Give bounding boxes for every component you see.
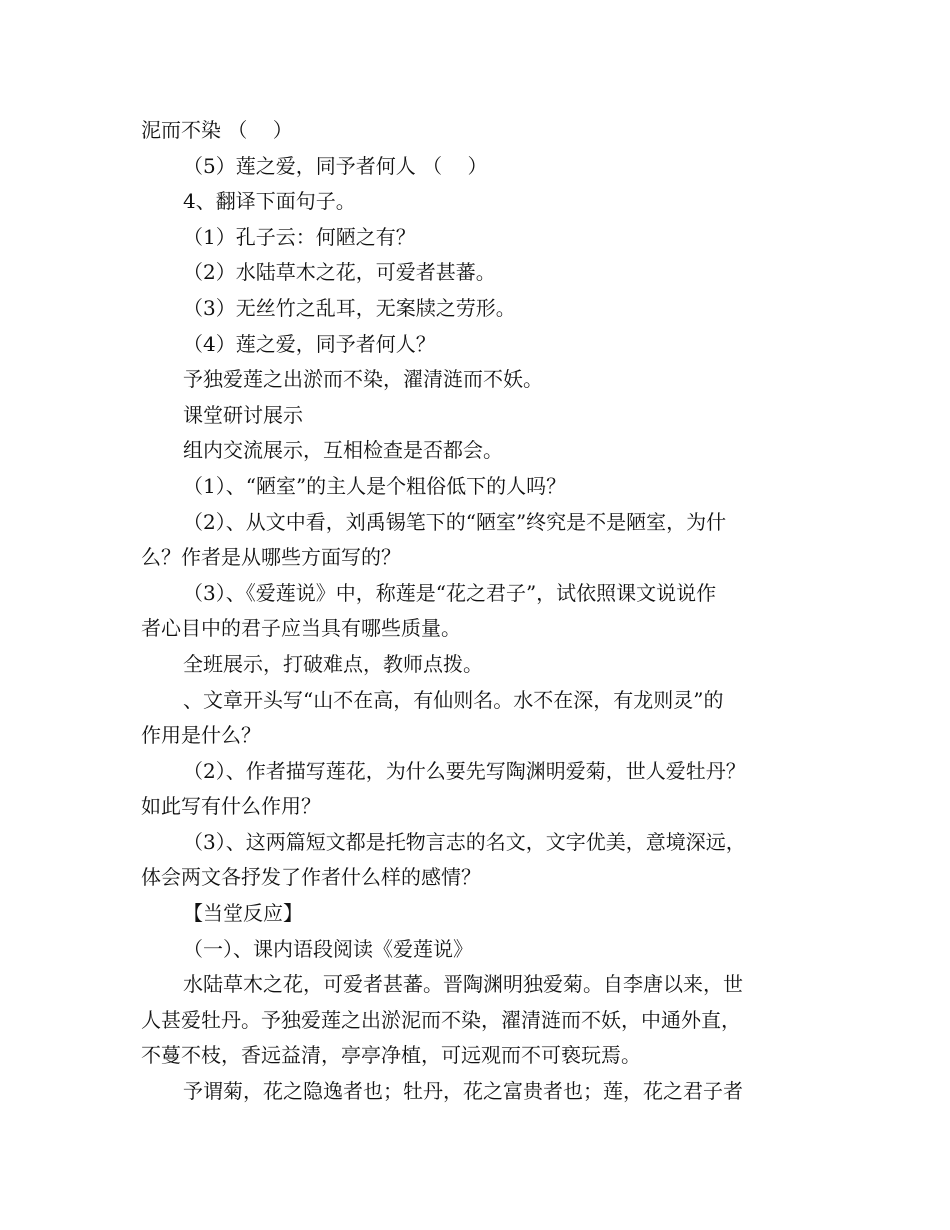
text-line: （2）水陆草木之花，可爱者甚蕃。	[183, 260, 496, 285]
text-line: 、文章开头写“山不在高，有仙则名。水不在深，有龙则灵”的	[183, 687, 724, 712]
text-line: （3）无丝竹之乱耳，无案牍之劳形。	[183, 295, 516, 320]
text-line: （4）莲之爱，同予者何人？	[183, 331, 436, 356]
text-line: 么？作者是从哪些方面写的？	[141, 545, 401, 570]
text-line: 4、翻译下面句子。	[183, 189, 356, 214]
text-line: （3）、这两篇短文都是托物言志的名文，文字优美，意境深远，	[183, 829, 746, 854]
text-line: （1）孔子云：何陋之有？	[183, 224, 416, 249]
text-line: 如此写有什么作用？	[141, 794, 321, 819]
text-line: 予谓菊，花之隐逸者也；牡丹，花之富贵者也；莲，花之君子者	[183, 1079, 743, 1104]
text-line: （一）、课内语段阅读《爱莲说》	[183, 936, 473, 961]
text-line: 全班展示，打破难点，教师点拨。	[183, 651, 483, 676]
text-line: （5）莲之爱，同予者何人 （ ）	[183, 153, 488, 178]
text-line: 泥而不染 （ ）	[141, 118, 293, 142]
text-line: 体会两文各抒发了作者什么样的感情？	[141, 865, 481, 890]
text-line: （1）、“陋室”的主人是个粗俗低下的人吗？	[183, 473, 567, 498]
document-body	[141, 113, 811, 1110]
text-line: 水陆草木之花，可爱者甚蕃。晋陶渊明独爱菊。自李唐以来，世	[183, 972, 743, 997]
text-line: 予独爱莲之出淤而不染，濯清涟而不妖。	[183, 367, 543, 392]
text-line: 作用是什么？	[141, 723, 261, 748]
text-line: （3）、《爱莲说》中，称莲是“花之君子”，试依照课文说说作	[183, 580, 717, 605]
text-line: 者心目中的君子应当具有哪些质量。	[141, 616, 461, 641]
text-line: 组内交流展示，互相检查是否都会。	[183, 438, 503, 463]
text-line: 课堂研讨展示	[183, 402, 303, 427]
text-line: （2）、作者描写莲花，为什么要先写陶渊明爱菊，世人爱牡丹？	[183, 758, 746, 783]
text-line: （2）、从文中看，刘禹锡笔下的“陋室”终究是不是陋室，为什	[183, 509, 727, 534]
text-line: 【当堂反应】	[183, 901, 303, 926]
text-line: 不蔓不枝，香远益清，亭亭净植，可远观而不可亵玩焉。	[141, 1043, 641, 1068]
text-line: 人甚爱牡丹。予独爱莲之出淤泥而不染，濯清涟而不妖，中通外直，	[141, 1007, 741, 1032]
